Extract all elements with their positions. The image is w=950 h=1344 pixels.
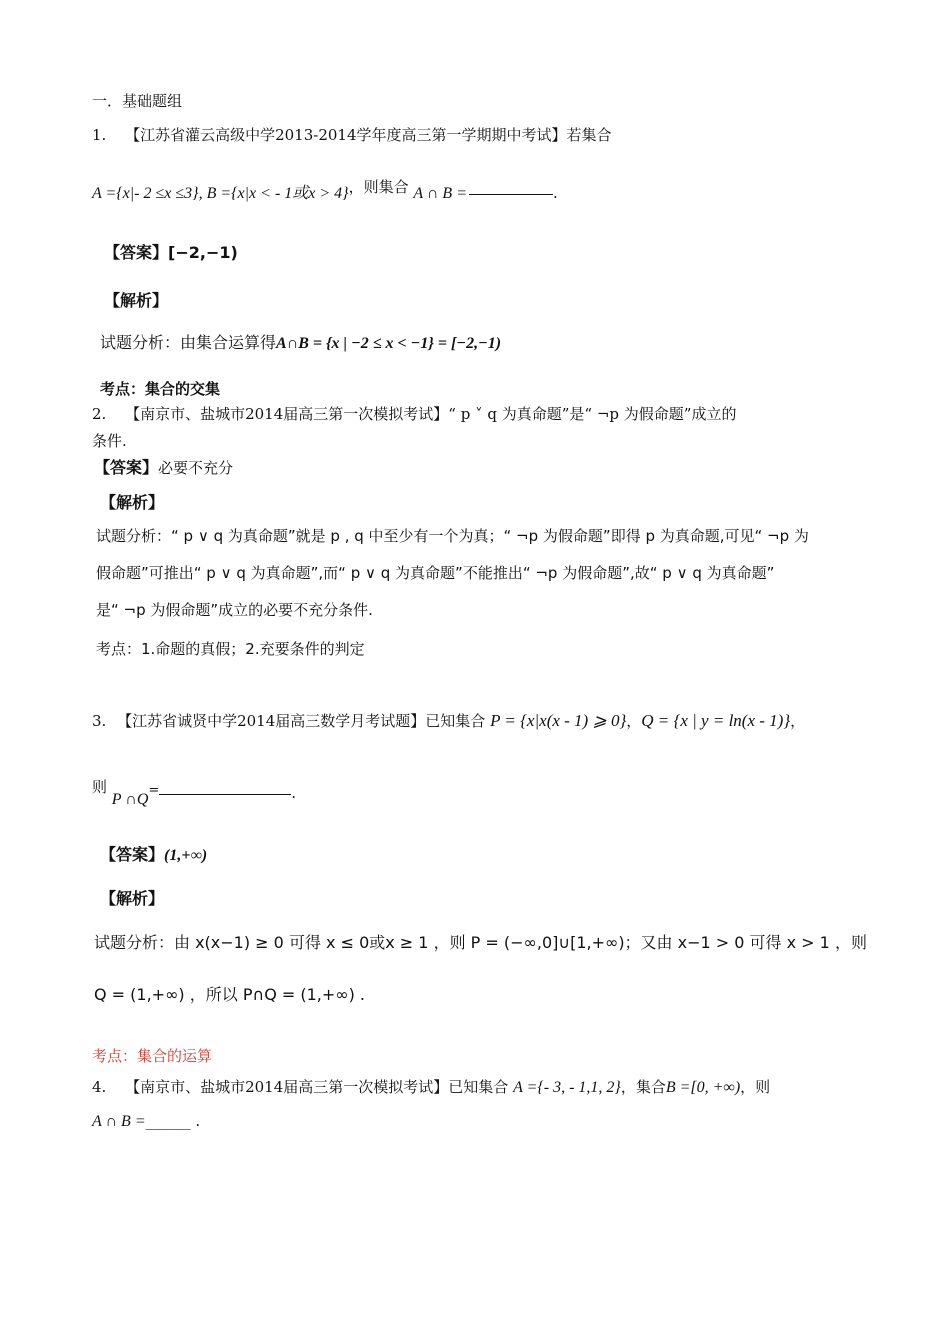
q4-set-b: B =[0, +∞) xyxy=(665,1079,741,1096)
q4-question xyxy=(92,1112,200,1131)
q1-stem: 若集合 xyxy=(566,126,612,144)
q4-header xyxy=(92,1076,770,1097)
q1-analysis xyxy=(100,330,501,353)
q2-analysis-label: 【解析】 xyxy=(100,493,165,512)
q1-analysis-math: A∩B = {x | −2 ≤ x < −1} = [−2,−1) xyxy=(276,335,502,352)
q2-analysis-line-1: 试题分析：“ p ∨ q 为真命题”就是 p , q 中至少有一个为真；“ ¬p 为假命题”即得 p 为真命题,可见“ ¬p 为 xyxy=(96,527,809,545)
q2-kaodian: 考点：1.命题的真假；2.充要条件的判定 xyxy=(96,640,365,658)
q3-analysis-line-2: Q = (1,+∞) ，所以 P∩Q = (1,+∞) . xyxy=(94,985,366,1004)
q4-then: ，则 xyxy=(740,1078,771,1096)
q4-source: 【南京市、盐城市2014届高三第一次模拟考试】 xyxy=(125,1078,449,1096)
q3-period: . xyxy=(291,784,297,802)
q3-source: 【江苏省诚贤中学2014届高三数学月考试题】 xyxy=(117,712,426,730)
q2-source: 【南京市、盐城市2014届高三第一次模拟考试】 xyxy=(125,405,449,423)
q2-answer xyxy=(94,455,233,478)
q1-analysis-label: 【解析】 xyxy=(104,291,169,310)
q1-analysis-text: 试题分析：由集合运算得 xyxy=(100,333,277,352)
q1-set-definitions: A ={x|- 2 ≤x ≤3}, B ={x|x < - 1或x > 4} xyxy=(92,185,349,202)
q2-answer-value: 必要不充分 xyxy=(158,459,234,477)
q1-kaodian: 考点：集合的交集 xyxy=(100,380,221,398)
section-heading: 一．基础题组 xyxy=(92,92,183,110)
q4-mid: ，集合 xyxy=(620,1078,666,1096)
q3-analysis-label: 【解析】 xyxy=(100,889,165,908)
q3-kaodian: 考点：集合的运算 xyxy=(92,1047,213,1065)
q1-sets xyxy=(92,180,558,203)
q3-number: 3. xyxy=(92,712,107,730)
q1-header xyxy=(92,124,612,145)
q3-set-p: P = {x|x(x - 1) ⩾ 0} xyxy=(490,711,627,730)
q2-stem: “ p ˅ q 为真命题”是“ ¬p 为假命题”成立的 xyxy=(448,405,737,423)
q1-answer-label: 【答案】 xyxy=(104,243,169,262)
q4-stem: 已知集合 xyxy=(448,1078,509,1096)
q1-answer xyxy=(104,240,238,263)
q3-answer-blank xyxy=(159,794,291,795)
q3-answer-label: 【答案】 xyxy=(100,845,165,864)
q3-comma: ， xyxy=(626,712,642,730)
q1-answer-blank xyxy=(469,194,553,195)
q1-target: A ∩ B = xyxy=(413,185,467,202)
q2-header xyxy=(92,403,736,424)
q3-comma-2: ， xyxy=(790,712,806,730)
q2-analysis-line-3: 是“ ¬p 为假命题”成立的必要不充分条件. xyxy=(96,601,373,619)
q3-target: P ∩Q xyxy=(111,791,149,808)
q3-answer-value: (1,+∞) xyxy=(164,847,208,864)
q3-then: 则 xyxy=(92,778,108,796)
q2-number: 2. xyxy=(92,405,107,423)
q1-then: ，则集合 xyxy=(348,178,409,196)
q3-question xyxy=(92,778,297,808)
q3-stem: 已知集合 xyxy=(425,712,486,730)
q4-number: 4. xyxy=(92,1078,107,1096)
q4-set-a: A ={- 3, - 1,1, 2} xyxy=(513,1079,621,1096)
q3-header xyxy=(92,710,805,731)
q2-answer-label: 【答案】 xyxy=(94,458,159,477)
q1-period: . xyxy=(552,184,558,202)
q1-number: 1. xyxy=(92,126,107,144)
q2-analysis-line-2: 假命题”可推出“ p ∨ q 为真命题”,而“ p ∨ q 为真命题”不能推出“ ¬p 为假命题”,故“ p ∨ q 为真命题” xyxy=(96,564,775,582)
q2-stem-cont: 条件. xyxy=(92,432,127,450)
q3-analysis-line-1: 试题分析：由 x(x−1) ≥ 0 可得 x ≤ 0或x ≥ 1 ，则 P = (−∞,0]∪[1,+∞)；又由 x−1 > 0 可得 x > 1 ，则 xyxy=(94,933,867,952)
q3-answer xyxy=(100,842,207,865)
q4-period: . xyxy=(195,1112,201,1130)
q1-source: 【江苏省灌云高级中学2013-2014学年度高三第一学期期中考试】 xyxy=(125,126,567,144)
q3-set-q: Q = {x | y = ln(x - 1)} xyxy=(641,711,791,730)
q4-target: A ∩ B = xyxy=(92,1113,146,1130)
q3-eq: = xyxy=(148,783,160,798)
q1-answer-value: [−2,−1) xyxy=(168,243,238,262)
q4-blank: ______ xyxy=(145,1112,191,1130)
